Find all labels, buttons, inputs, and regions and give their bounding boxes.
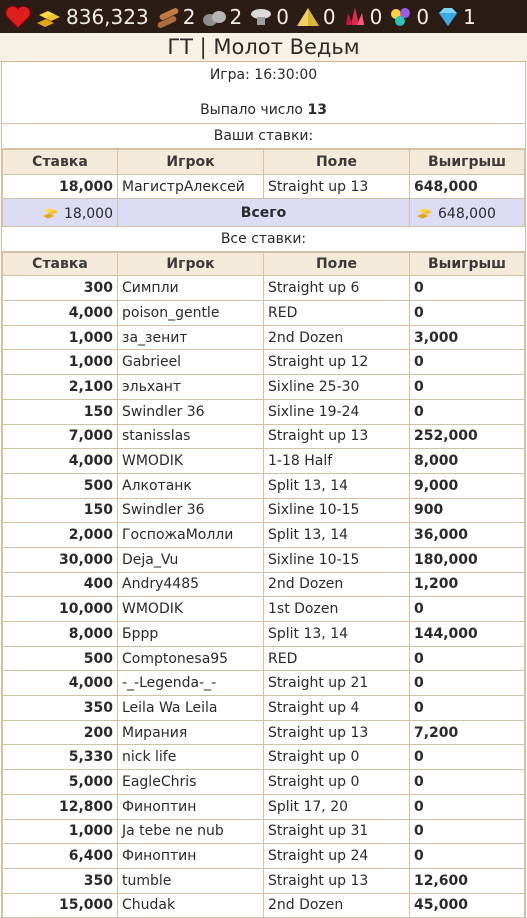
result-prefix: Выпало число — [200, 102, 303, 118]
stake-cell: 500 — [3, 473, 118, 498]
field-cell: Straight up 0 — [264, 745, 410, 770]
table-row — [3, 646, 525, 671]
field-cell: RED — [264, 301, 410, 326]
field-cell: 1st Dozen — [264, 597, 410, 622]
table-row — [3, 498, 525, 523]
gold-bars-icon — [40, 204, 62, 220]
field-cell: Sixline 10-15 — [264, 498, 410, 523]
player-cell[interactable]: Leila Wa Leila — [118, 696, 264, 721]
field-cell: 2nd Dozen — [264, 893, 410, 918]
table-row — [3, 597, 525, 622]
total-stake-cell — [3, 199, 118, 227]
win-cell: 8,000 — [410, 449, 525, 474]
red-crystal-icon — [342, 5, 368, 29]
field-cell: Straight up 6 — [264, 276, 410, 301]
win-cell: 9,000 — [410, 473, 525, 498]
field-cell: Sixline 10-15 — [264, 547, 410, 572]
col-player-header: Игрок — [118, 150, 264, 175]
field-cell: Straight up 0 — [264, 770, 410, 795]
table-row — [3, 547, 525, 572]
player-cell[interactable]: WMODIK — [118, 597, 264, 622]
page-title: ГТ | Молот Ведьм — [0, 33, 527, 62]
col-field-header: Поле — [264, 150, 410, 175]
win-cell: 180,000 — [410, 547, 525, 572]
table-row — [3, 276, 525, 301]
stake-cell: 4,000 — [3, 671, 118, 696]
field-cell: 2nd Dozen — [264, 572, 410, 597]
total-win: 648,000 — [438, 205, 496, 222]
player-cell[interactable]: Swindler 36 — [118, 498, 264, 523]
field-cell: Straight up 13 — [264, 868, 410, 893]
field-cell: Sixline 19-24 — [264, 399, 410, 424]
table-row — [3, 819, 525, 844]
player-cell[interactable]: Swindler 36 — [118, 399, 264, 424]
win-cell: 144,000 — [410, 622, 525, 647]
player-cell[interactable]: ГоспожаМолли — [118, 523, 264, 548]
col-field-header: Поле — [264, 253, 410, 276]
total-label: Всего — [118, 199, 410, 227]
win-cell: 648,000 — [410, 174, 525, 199]
table-row — [3, 174, 525, 199]
win-cell: 0 — [410, 276, 525, 301]
player-cell[interactable]: Бррр — [118, 622, 264, 647]
table-row — [3, 375, 525, 400]
player-cell[interactable]: Gabrieel — [118, 350, 264, 375]
table-row — [3, 301, 525, 326]
table-row — [3, 745, 525, 770]
total-stake: 18,000 — [64, 205, 113, 222]
logs-count: 2 — [182, 4, 196, 29]
win-cell: 900 — [410, 498, 525, 523]
heart-resource[interactable] — [4, 5, 32, 29]
stones-resource[interactable] — [201, 5, 246, 29]
table-row — [3, 622, 525, 647]
stake-cell: 6,400 — [3, 844, 118, 869]
diamond-icon — [435, 5, 461, 29]
metal-count: 0 — [276, 4, 289, 29]
gold-resource[interactable] — [34, 5, 153, 29]
stake-cell: 5,000 — [3, 770, 118, 795]
all-bets-table — [2, 252, 525, 918]
crystal-resource[interactable] — [342, 5, 387, 29]
stake-cell: 400 — [3, 572, 118, 597]
player-cell[interactable]: WMODIK — [118, 449, 264, 474]
total-win-cell — [410, 199, 525, 227]
player-cell[interactable]: эльхант — [118, 375, 264, 400]
stake-cell: 5,330 — [3, 745, 118, 770]
stake-cell: 350 — [3, 868, 118, 893]
resource-bar — [0, 0, 527, 33]
stake-cell: 12,800 — [3, 794, 118, 819]
win-cell: 12,600 — [410, 868, 525, 893]
player-cell[interactable]: Финоптин — [118, 844, 264, 869]
win-cell: 0 — [410, 399, 525, 424]
crystal-count: 0 — [369, 4, 383, 29]
stones-icon — [201, 5, 227, 29]
stake-cell: 15,000 — [3, 893, 118, 918]
win-cell: 0 — [410, 646, 525, 671]
win-cell: 0 — [410, 375, 525, 400]
stake-cell: 1,000 — [3, 325, 118, 350]
table-row — [3, 893, 525, 918]
field-cell: Straight up 24 — [264, 844, 410, 869]
total-row — [3, 199, 525, 227]
stake-cell: 4,000 — [3, 449, 118, 474]
stake-cell: 18,000 — [3, 174, 118, 199]
table-header-row — [3, 150, 525, 175]
player-cell[interactable]: за_зенит — [118, 325, 264, 350]
gold-bars-icon — [34, 5, 64, 29]
gold-bars-icon — [414, 204, 436, 220]
table-row — [3, 325, 525, 350]
win-cell: 0 — [410, 671, 525, 696]
player-cell[interactable]: Алкотанк — [118, 473, 264, 498]
field-cell: Straight up 13 — [264, 174, 410, 199]
field-cell: Split 13, 14 — [264, 622, 410, 647]
stake-cell: 500 — [3, 646, 118, 671]
table-row — [3, 350, 525, 375]
player-cell[interactable]: nick life — [118, 745, 264, 770]
table-row — [3, 671, 525, 696]
field-cell: 2nd Dozen — [264, 325, 410, 350]
metal-icon — [248, 5, 274, 29]
player-cell[interactable]: Ja tebe ne nub — [118, 819, 264, 844]
win-cell: 0 — [410, 770, 525, 795]
field-cell: Split 13, 14 — [264, 473, 410, 498]
table-row — [3, 868, 525, 893]
gems-icon — [388, 5, 414, 29]
sand-pyramid-icon — [295, 5, 321, 29]
win-cell: 7,200 — [410, 720, 525, 745]
win-cell: 0 — [410, 301, 525, 326]
player-cell[interactable]: Финоптин — [118, 794, 264, 819]
player-cell[interactable]: EagleChris — [118, 770, 264, 795]
field-cell: Straight up 13 — [264, 720, 410, 745]
col-player-header: Игрок — [118, 253, 264, 276]
table-row — [3, 696, 525, 721]
stake-cell: 300 — [3, 276, 118, 301]
player-cell[interactable]: tumble — [118, 868, 264, 893]
player-cell[interactable]: Deja_Vu — [118, 547, 264, 572]
win-cell: 45,000 — [410, 893, 525, 918]
field-cell: Straight up 12 — [264, 350, 410, 375]
stake-cell: 150 — [3, 498, 118, 523]
table-row — [3, 424, 525, 449]
player-cell[interactable]: Chudak — [118, 893, 264, 918]
field-cell: RED — [264, 646, 410, 671]
table-row — [3, 523, 525, 548]
stake-cell: 2,000 — [3, 523, 118, 548]
sand-count: 0 — [322, 4, 336, 29]
game-time: Игра: 16:30:00 — [209, 67, 318, 83]
stake-cell: 2,100 — [3, 375, 118, 400]
field-cell: Split 17, 20 — [264, 794, 410, 819]
col-win-header: Выигрыш — [410, 150, 525, 175]
player-cell[interactable]: Comptonesa95 — [118, 646, 264, 671]
win-cell: 3,000 — [410, 325, 525, 350]
field-cell: Straight up 31 — [264, 819, 410, 844]
win-cell: 36,000 — [410, 523, 525, 548]
table-row — [3, 794, 525, 819]
player-cell[interactable]: stanisslas — [118, 424, 264, 449]
diamond-resource[interactable] — [435, 5, 480, 29]
heart-icon — [4, 5, 32, 29]
table-row — [3, 449, 525, 474]
game-result-panel — [1, 62, 526, 918]
win-cell: 1,200 — [410, 572, 525, 597]
player-cell[interactable]: МагистрАлексей — [118, 174, 264, 199]
stake-cell: 10,000 — [3, 597, 118, 622]
win-cell: 0 — [410, 350, 525, 375]
result-number: 13 — [307, 102, 327, 118]
win-cell: 0 — [410, 597, 525, 622]
win-cell: 0 — [410, 844, 525, 869]
logs-icon — [155, 5, 181, 29]
col-stake-header: Ставка — [3, 150, 118, 175]
field-cell: Straight up 13 — [264, 424, 410, 449]
result-line — [2, 97, 525, 124]
stake-cell: 4,000 — [3, 301, 118, 326]
col-win-header: Выигрыш — [410, 253, 525, 276]
player-cell[interactable]: -_-Legenda-_- — [118, 671, 264, 696]
stones-count: 2 — [229, 4, 243, 29]
your-bets-table — [2, 149, 525, 227]
player-cell[interactable]: Andry4485 — [118, 572, 264, 597]
table-header-row — [3, 253, 525, 276]
win-cell: 0 — [410, 745, 525, 770]
your-bets-title: Ваши ставки: — [2, 124, 525, 149]
win-cell: 0 — [410, 696, 525, 721]
field-cell: 1-18 Half — [264, 449, 410, 474]
diamond-count: 1 — [463, 4, 476, 29]
player-cell[interactable]: Симпли — [118, 276, 264, 301]
player-cell[interactable]: poison_gentle — [118, 301, 264, 326]
gold-count: 836,323 — [66, 4, 149, 29]
win-cell: 0 — [410, 819, 525, 844]
all-bets-title: Все ставки: — [2, 227, 525, 252]
field-cell: Straight up 4 — [264, 696, 410, 721]
stake-cell: 150 — [3, 399, 118, 424]
win-cell: 252,000 — [410, 424, 525, 449]
sand-resource[interactable] — [295, 5, 340, 29]
logs-resource[interactable] — [155, 5, 200, 29]
col-stake-header: Ставка — [3, 253, 118, 276]
stake-cell: 1,000 — [3, 819, 118, 844]
table-row — [3, 572, 525, 597]
field-cell: Sixline 25-30 — [264, 375, 410, 400]
stake-cell: 200 — [3, 720, 118, 745]
win-cell: 0 — [410, 794, 525, 819]
player-cell[interactable]: Мирания — [118, 720, 264, 745]
table-row — [3, 770, 525, 795]
stake-cell: 8,000 — [3, 622, 118, 647]
metal-resource[interactable] — [248, 5, 293, 29]
table-row — [3, 473, 525, 498]
stake-cell: 30,000 — [3, 547, 118, 572]
stake-cell: 1,000 — [3, 350, 118, 375]
field-cell: Straight up 21 — [264, 671, 410, 696]
gems-resource[interactable] — [388, 5, 433, 29]
table-row — [3, 844, 525, 869]
gems-count: 0 — [416, 4, 430, 29]
stake-cell: 7,000 — [3, 424, 118, 449]
table-row — [3, 399, 525, 424]
table-row — [3, 720, 525, 745]
field-cell: Split 13, 14 — [264, 523, 410, 548]
stake-cell: 350 — [3, 696, 118, 721]
